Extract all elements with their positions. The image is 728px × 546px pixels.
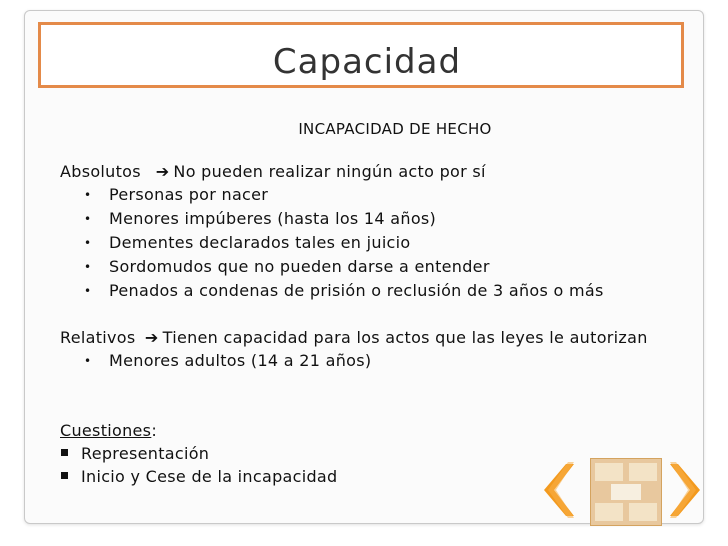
spacer — [60, 303, 700, 326]
relativos-line — [60, 326, 700, 349]
list-item-text: Menores adultos (14 a 21 años) — [109, 351, 372, 370]
arrow-right-icon: ➔ — [155, 162, 170, 181]
list-item-text: Personas por nacer — [109, 185, 269, 204]
cuestiones-colon: : — [151, 421, 158, 440]
thumbnail-cell — [629, 463, 657, 481]
list-item-text: Inicio y Cese de la incapacidad — [81, 467, 338, 486]
bullet-icon: • — [84, 188, 92, 202]
chevron-left-icon[interactable] — [540, 462, 574, 518]
thumbnail-cell — [595, 463, 623, 481]
slide-title: Capacidad — [272, 42, 462, 82]
thumbnail-cell — [611, 484, 641, 500]
list-item-text: Penados a condenas de prisión o reclusión de 3 años o más — [109, 281, 604, 300]
relativos-text: Tienen capacidad para los actos que las leyes le autorizan — [162, 328, 648, 347]
absolutos-line — [60, 160, 700, 183]
bullet-icon: • — [84, 354, 92, 368]
thumbnail-cell — [595, 503, 623, 521]
relativos-label: Relativos — [60, 328, 136, 347]
bullet-icon: • — [84, 236, 92, 250]
diagram-thumbnail[interactable] — [590, 458, 662, 526]
arrow-right-icon: ➔ — [144, 328, 159, 347]
cuestiones-line — [60, 419, 700, 442]
thumbnail-cell — [629, 503, 657, 521]
slide-navigation — [540, 458, 708, 528]
square-bullet-icon — [61, 472, 68, 479]
list-item-text: Menores impúberes (hasta los 14 años) — [109, 209, 437, 228]
list-item-text: Representación — [81, 444, 210, 463]
bullet-icon: • — [84, 260, 92, 274]
bullet-icon: • — [84, 212, 92, 226]
list-item — [60, 183, 700, 207]
bullet-icon: • — [84, 284, 92, 298]
list-item — [60, 279, 700, 303]
list-item — [60, 349, 700, 373]
slide-content — [60, 118, 700, 488]
list-item — [60, 255, 700, 279]
list-item-text: Dementes declarados tales en juicio — [109, 233, 411, 252]
cuestiones-label: Cuestiones — [60, 421, 152, 440]
square-bullet-icon — [61, 449, 68, 456]
list-item-text: Sordomudos que no pueden darse a entender — [109, 257, 490, 276]
absolutos-text: No pueden realizar ningún acto por sí — [173, 162, 486, 181]
spacer — [60, 373, 700, 419]
absolutos-label: Absolutos — [60, 162, 141, 181]
section-heading: INCAPACIDAD DE HECHO — [298, 120, 492, 138]
list-item — [60, 207, 700, 231]
chevron-right-icon[interactable] — [670, 462, 704, 518]
list-item — [60, 231, 700, 255]
